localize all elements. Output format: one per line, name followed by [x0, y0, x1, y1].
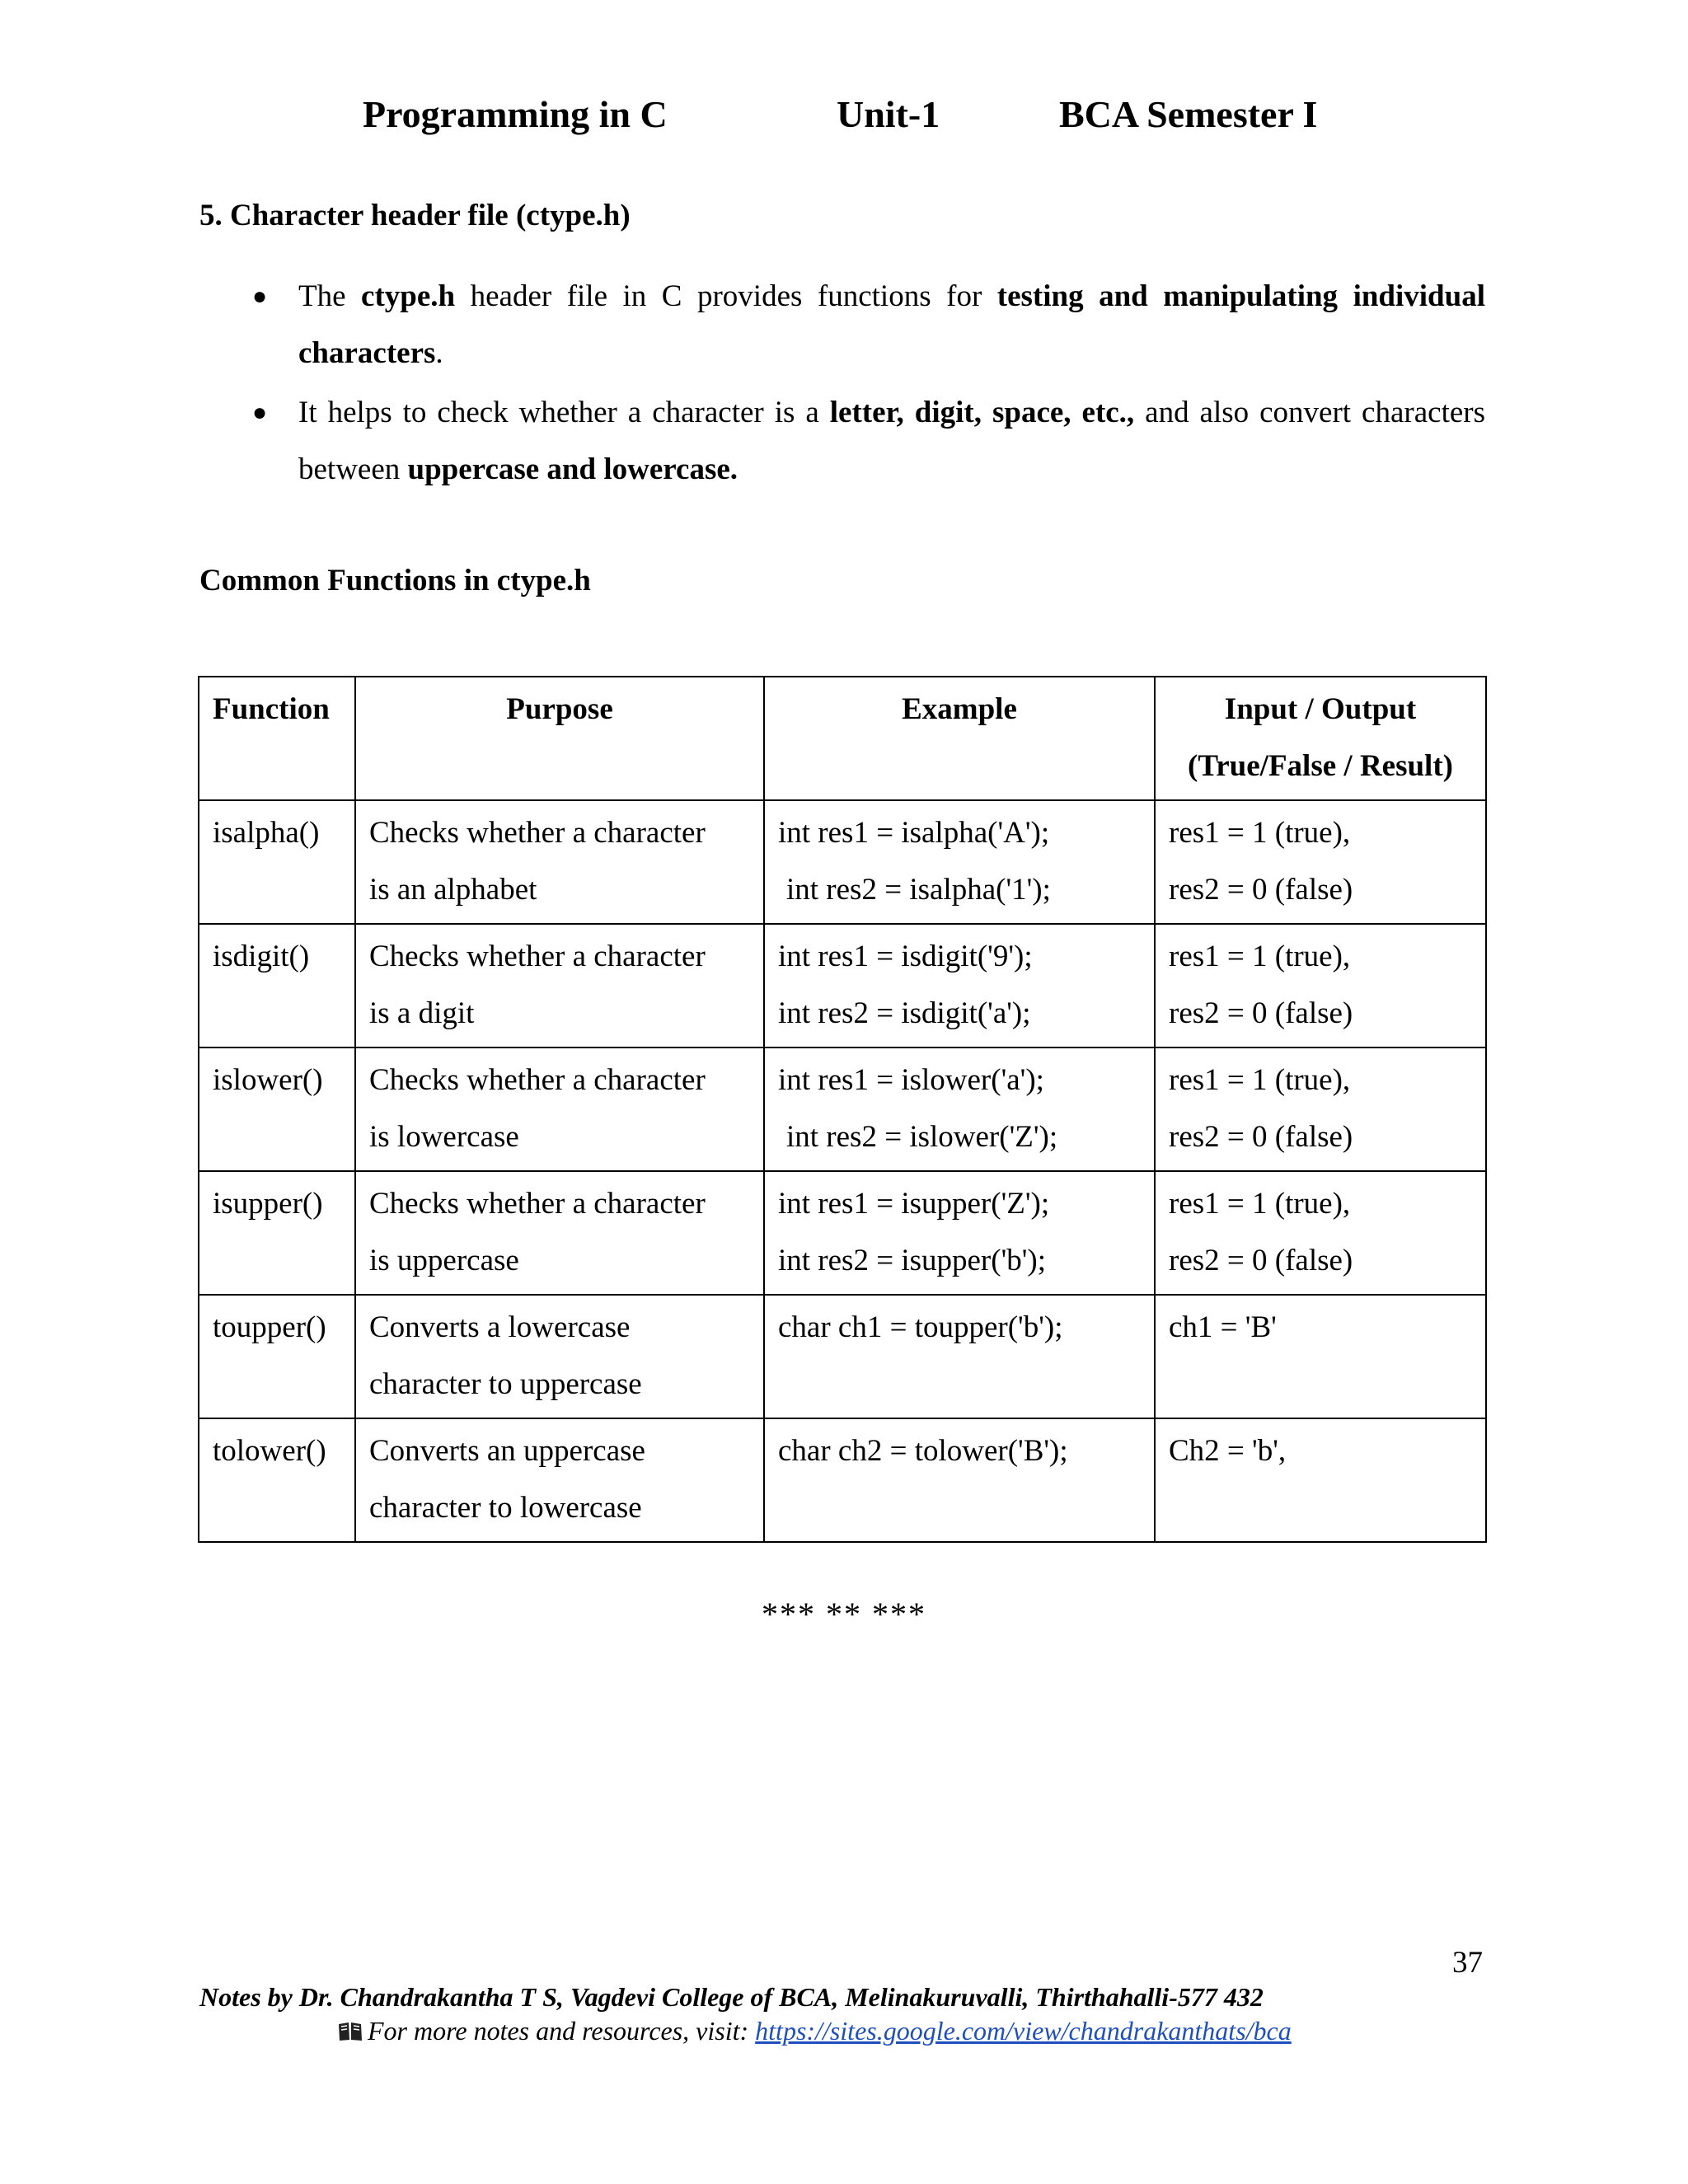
- cell-example: int res1 = isdigit('9'); int res2 = isdigit('a');: [764, 924, 1155, 1047]
- bullet-item: ● It helps to check whether a character is a letter, digit, space, etc., and also convert characters between uppercase and lowercase.: [199, 384, 1485, 498]
- footer-visit: [338, 2016, 1292, 2046]
- footer-visit-text: For more notes and resources, visit:: [368, 2016, 756, 2046]
- cell-output: res1 = 1 (true), res2 = 0 (false): [1155, 1171, 1486, 1295]
- book-icon: [338, 2022, 363, 2041]
- bullet-list: [199, 268, 1485, 500]
- functions-table: [198, 676, 1487, 1543]
- page-number: 37: [1452, 1946, 1483, 1980]
- table-row: [199, 800, 1486, 924]
- table-row: [199, 1047, 1486, 1171]
- bullet-icon: ●: [252, 399, 268, 426]
- cell-purpose: Checks whether a character is lowercase: [355, 1047, 764, 1171]
- cell-function: isalpha(): [199, 800, 355, 924]
- table-row: [199, 924, 1486, 1047]
- table-title: Common Functions in ctype.h: [199, 564, 591, 598]
- header-example: Example: [764, 677, 1155, 800]
- section-title: 5. Character header file (ctype.h): [199, 199, 631, 232]
- cell-function: islower(): [199, 1047, 355, 1171]
- cell-purpose: Checks whether a character is uppercase: [355, 1171, 764, 1295]
- cell-example: int res1 = isupper('Z'); int res2 = isupper('b');: [764, 1171, 1155, 1295]
- header-semester: BCA Semester I: [1059, 93, 1318, 135]
- cell-purpose: Converts a lowercase character to uppercase: [355, 1295, 764, 1418]
- cell-function: toupper(): [199, 1295, 355, 1418]
- cell-example: int res1 = isalpha('A'); int res2 = isalpha('1');: [764, 800, 1155, 924]
- bullet-item: ● The ctype.h header file in C provides functions for testing and manipulating individual characters.: [199, 268, 1485, 382]
- cell-function: isdigit(): [199, 924, 355, 1047]
- header-unit: Unit-1: [837, 93, 940, 135]
- cell-function: tolower(): [199, 1418, 355, 1542]
- header-subject: Programming in C: [363, 93, 668, 135]
- cell-example: char ch1 = toupper('b');: [764, 1295, 1155, 1418]
- cell-output: ch1 = 'B': [1155, 1295, 1486, 1418]
- cell-output: res1 = 1 (true), res2 = 0 (false): [1155, 800, 1486, 924]
- header-io: Input / Output (True/False / Result): [1155, 677, 1486, 800]
- header-purpose: Purpose: [355, 677, 764, 800]
- bullet-icon: ●: [252, 283, 268, 310]
- cell-purpose: Checks whether a character is a digit: [355, 924, 764, 1047]
- cell-purpose: Converts an uppercase character to lowercase: [355, 1418, 764, 1542]
- table-row: [199, 1418, 1486, 1542]
- cell-purpose: Checks whether a character is an alphabet: [355, 800, 764, 924]
- table-row: [199, 1171, 1486, 1295]
- table-header-row: [199, 677, 1486, 800]
- cell-output: res1 = 1 (true), res2 = 0 (false): [1155, 924, 1486, 1047]
- footer-link[interactable]: https://sites.google.com/view/chandrakanthats/bca: [755, 2016, 1292, 2046]
- cell-function: isupper(): [199, 1171, 355, 1295]
- cell-example: int res1 = islower('a'); int res2 = islower('Z');: [764, 1047, 1155, 1171]
- cell-output: res1 = 1 (true), res2 = 0 (false): [1155, 1047, 1486, 1171]
- cell-example: char ch2 = tolower('B');: [764, 1418, 1155, 1542]
- section-separator: *** ** ***: [762, 1596, 926, 1633]
- page-header: [0, 92, 1688, 150]
- header-function: Function: [199, 677, 355, 800]
- footer-credit: Notes by Dr. Chandrakantha T S, Vagdevi College of BCA, Melinakuruvalli, Thirthahalli-577 432: [199, 1982, 1264, 2012]
- cell-output: Ch2 = 'b',: [1155, 1418, 1486, 1542]
- table-row: [199, 1295, 1486, 1418]
